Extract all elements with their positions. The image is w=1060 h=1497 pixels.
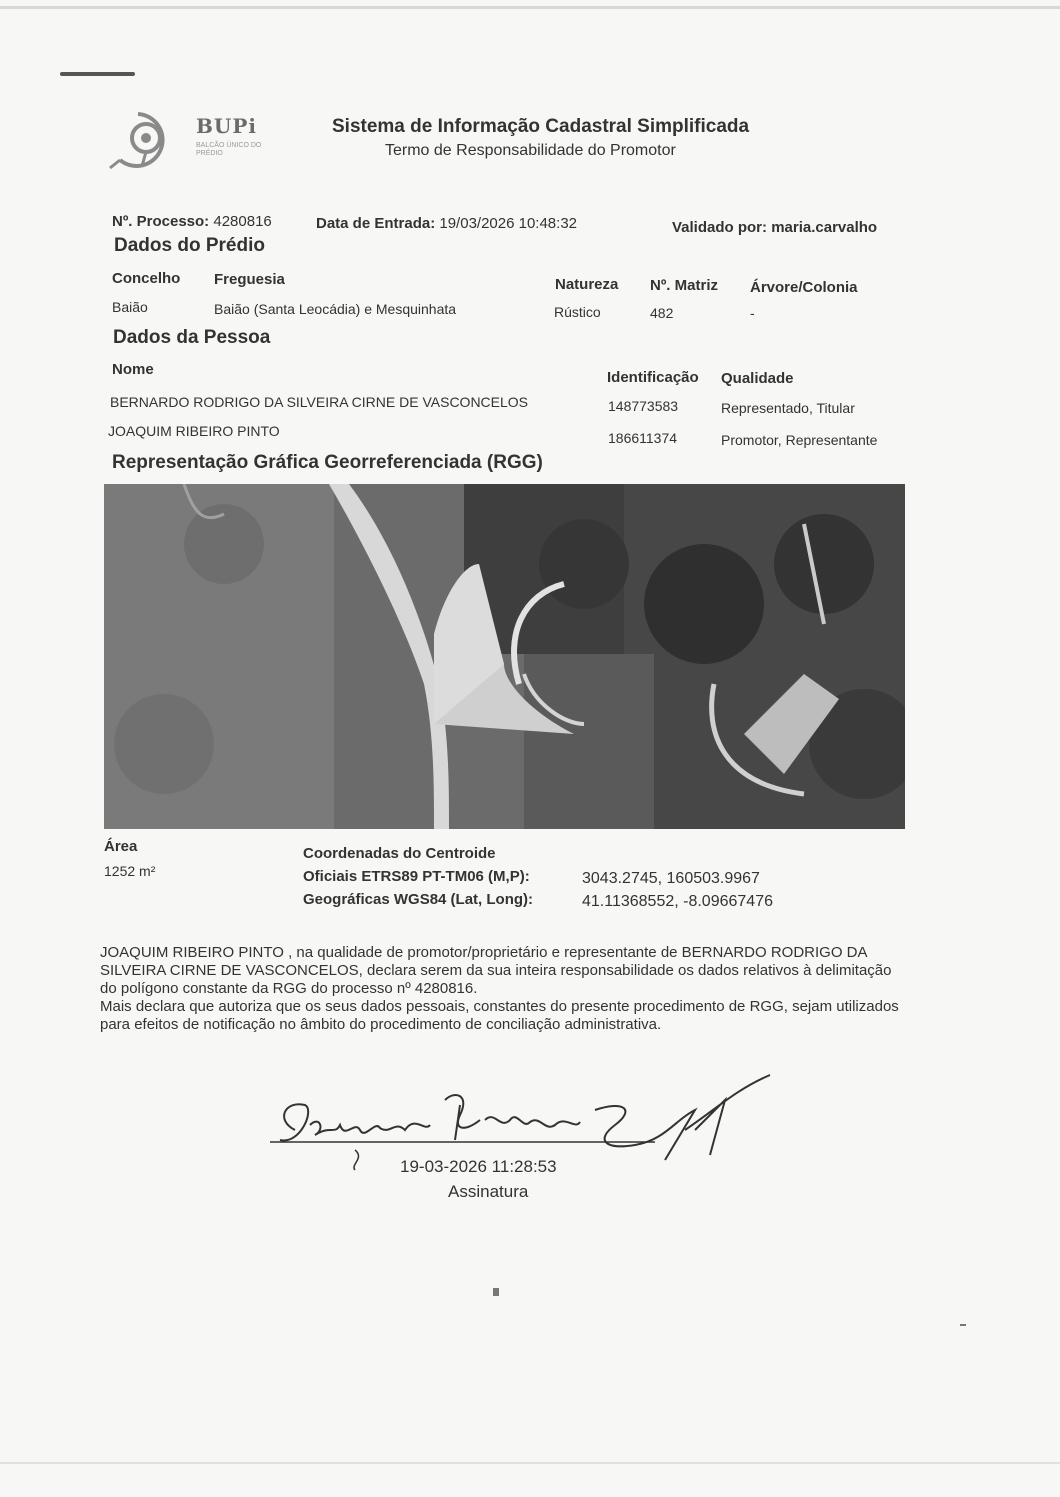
predio-matriz-value: 482 — [650, 305, 674, 321]
predio-freguesia-value: Baião (Santa Leocádia) e Mesquinhata — [214, 301, 457, 317]
scan-edge-bottom — [0, 1462, 1060, 1464]
logo-subtitle: BALCÃO ÚNICO DO PRÉDIO — [196, 142, 262, 157]
pessoa-nome-2: JOAQUIM RIBEIRO PINTO — [108, 423, 280, 439]
header-concelho: Concelho — [112, 270, 181, 287]
coords-geo-value: 41.11368552, -8.09667476 — [582, 893, 773, 910]
area-label: Área — [104, 838, 138, 855]
coords-oficiais-label: Oficiais ETRS89 PT-TM06 (M,P): — [303, 868, 530, 885]
entrada-field — [316, 215, 577, 232]
pessoa-nome-1: BERNARDO RODRIGO DA SILVEIRA CIRNE DE VASCONCELOS — [110, 394, 529, 410]
pessoa-identificacao-1: 148773583 — [608, 398, 679, 414]
header-freguesia: Freguesia — [214, 271, 285, 288]
validado-field — [672, 219, 877, 236]
validado-label: Validado por: — [672, 219, 768, 236]
header-matriz: Nº. Matriz — [650, 277, 718, 294]
pen-mark — [60, 72, 135, 76]
declaration-text — [100, 944, 900, 1034]
scan-edge-top — [0, 6, 1060, 9]
section-pessoa-title: Dados da Pessoa — [113, 327, 271, 348]
coords-geo-label: Geográficas WGS84 (Lat, Long): — [303, 891, 534, 908]
entrada-value: 19/03/2026 10:48:32 — [439, 215, 578, 232]
section-rgg-title: Representação Gráfica Georreferenciada (RGG) — [112, 452, 543, 473]
area-value: 1252 m² — [104, 863, 156, 879]
predio-arvore-value: - — [750, 305, 755, 321]
scan-speck — [493, 1288, 499, 1296]
pessoa-identificacao-2: 186611374 — [608, 430, 678, 446]
predio-concelho-value: Baião — [112, 299, 148, 315]
pessoa-qualidade-1: Representado, Titular — [721, 400, 855, 416]
logo-name: BUPi — [196, 114, 257, 138]
section-predio-title: Dados do Prédio — [114, 235, 265, 256]
document-subtitle: Termo de Responsabilidade do Promotor — [385, 142, 676, 159]
processo-field — [112, 213, 272, 230]
header-arvore: Árvore/Colonia — [750, 279, 858, 296]
coords-title: Coordenadas do Centroide — [303, 845, 496, 862]
entrada-label: Data de Entrada: — [316, 215, 436, 232]
header-natureza: Natureza — [555, 276, 619, 293]
pessoa-qualidade-2: Promotor, Representante — [721, 432, 878, 448]
declaration-paragraph-2: Mais declara que autoriza que os seus dados pessoais, constantes do presente procedimento de RGG, sejam utilizados para efeitos de notificação no âmbito do procedimento de conciliação administrativa. — [100, 998, 899, 1033]
coords-oficiais-value: 3043.2745, 160503.9967 — [582, 870, 760, 887]
predio-natureza-value: Rústico — [554, 304, 601, 320]
validado-value: maria.carvalho — [771, 219, 878, 236]
processo-label: Nº. Processo: — [112, 213, 210, 230]
aerial-image — [104, 484, 905, 829]
signature-label: Assinatura — [448, 1182, 529, 1201]
processo-value: 4280816 — [213, 213, 272, 230]
aerial-photo-map — [104, 484, 905, 829]
document-title: Sistema de Informação Cadastral Simplificada — [332, 116, 750, 137]
scan-speck — [960, 1324, 966, 1326]
header-identificacao: Identificação — [607, 369, 699, 386]
header-nome: Nome — [112, 361, 154, 378]
header-qualidade: Qualidade — [721, 370, 794, 387]
signature-datetime: 19-03-2026 11:28:53 — [400, 1157, 557, 1176]
declaration-paragraph-1: JOAQUIM RIBEIRO PINTO , na qualidade de promotor/proprietário e representante de BERNARDO RODRIGO DA SILVEIRA CIRNE DE VASCONCELOS, declara serem da sua inteira responsabilidade os dados relativos à delimitação do polígono constante da RGG do processo nº 4280816. — [100, 944, 892, 997]
